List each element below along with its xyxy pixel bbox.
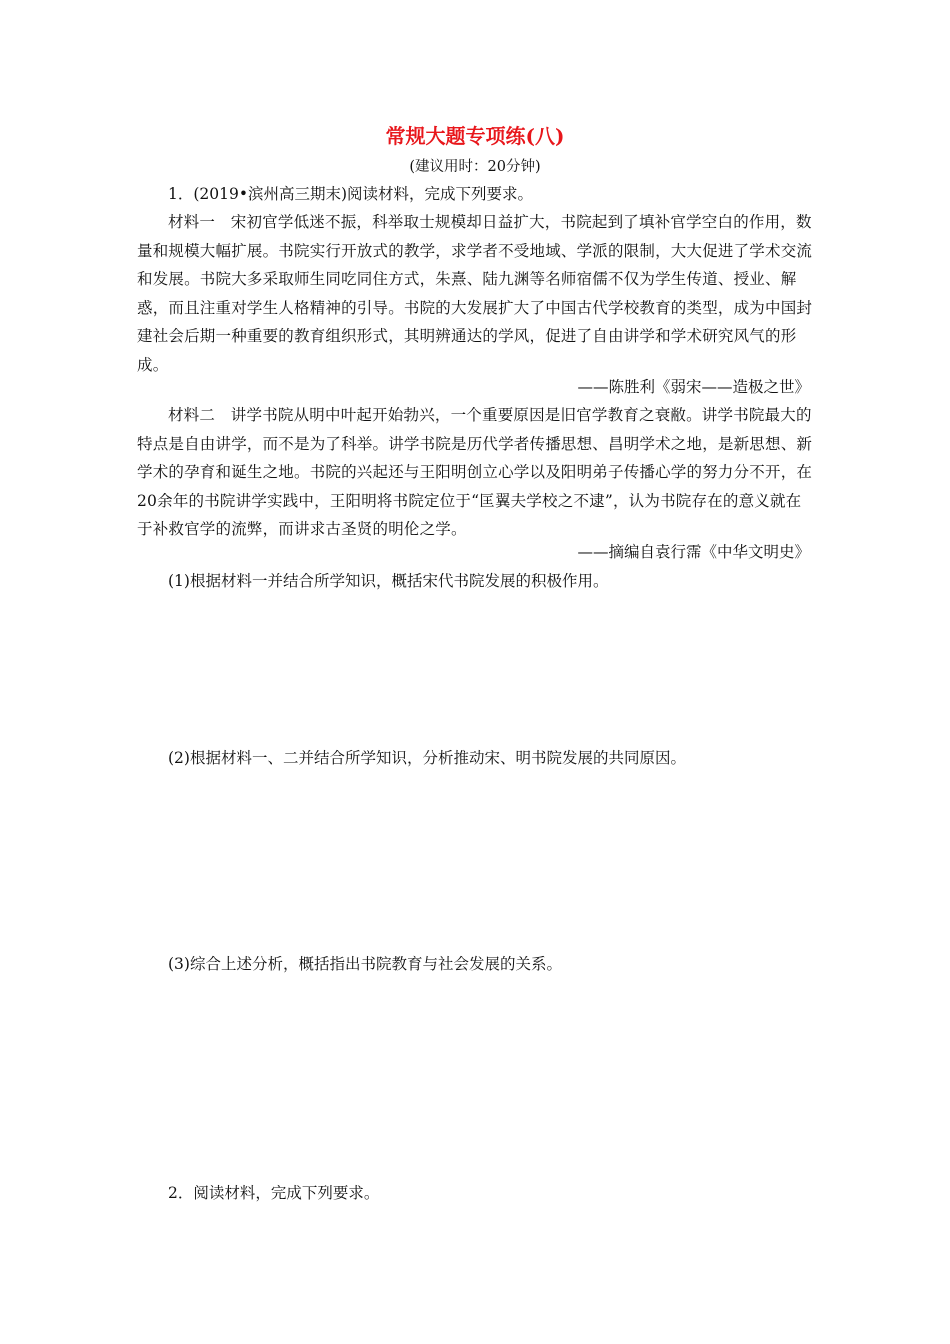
question-1-intro: 1．(2019•滨州高三期末)阅读材料，完成下列要求。 (168, 185, 534, 203)
material-1-source: ——陈胜利《弱宋——造极之世》 (577, 378, 810, 396)
sub-question-1: (1)根据材料一并结合所学知识，概括宋代书院发展的积极作用。 (168, 572, 609, 590)
sub-question-2: (2)根据材料一、二并结合所学知识，分析推动宋、明书院发展的共同原因。 (168, 749, 686, 767)
suggested-time: (建议用时：20分钟) (409, 159, 541, 175)
material-2-source: ——摘编自袁行霈《中华文明史》 (577, 543, 810, 561)
material-1-text: 材料一 宋初官学低迷不振，科举取士规模却日益扩大，书院起到了填补官学空白的作用，数量和规模大幅扩展。书院实行开放式的教学，求学者不受地域、学派的限制，大大促进了学术交流和发展。书院大多采取师生同吃同住方式，朱熹、陆九渊等名师宿儒不仅为学生传道、授业、解惑，而且注重对学生人格精神的引导。书院的大发展扩大了中国古代学校教育的类型，成为中国封建社会后期一种重要的教育组织形式，其明辨通达的学风，促进了自由讲学和学术研究风气的形成。 (137, 213, 813, 374)
sub-question-3: (3)综合上述分析，概括指出书院教育与社会发展的关系。 (168, 955, 562, 973)
material-2-text: 材料二 讲学书院从明中叶起开始勃兴，一个重要原因是旧官学教育之衰敝。讲学书院最大的特点是自由讲学，而不是为了科举。讲学书院是历代学者传播思想、昌明学术之地，是新思想、新学术的孕育和诞生之地。书院的兴起还与王阳明创立心学以及阳明弟子传播心学的努力分不开，在20余年的书院讲学实践中，王阳明将书院定位于“匡翼夫学校之不逮”，认为书院存在的意义就在于补救官学的流弊，而讲求古圣贤的明伦之学。 (137, 406, 813, 538)
page-title: 常规大题专项练(八) (385, 124, 565, 148)
question-2-intro: 2．阅读材料，完成下列要求。 (168, 1184, 380, 1202)
